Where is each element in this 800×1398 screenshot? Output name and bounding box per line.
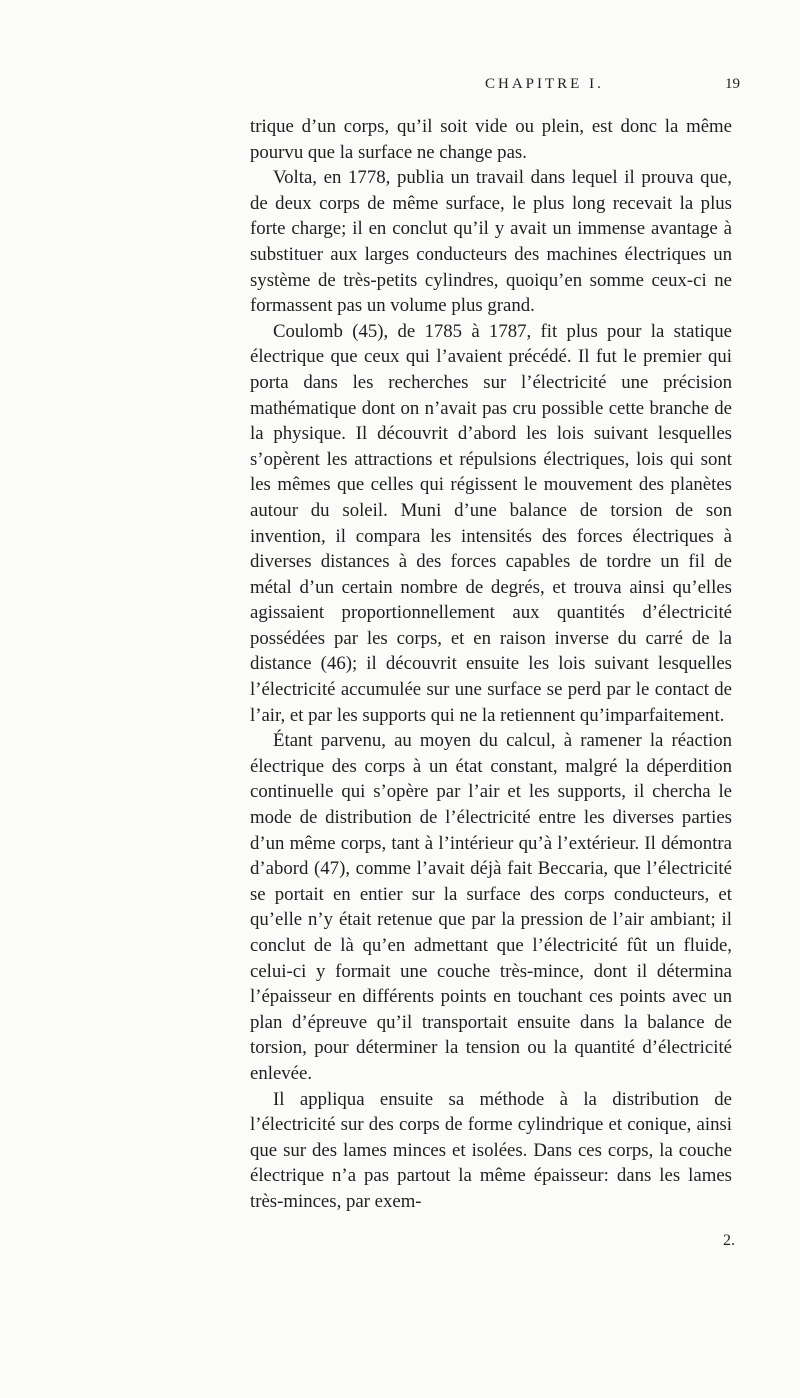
chapter-heading: CHAPITRE I. — [485, 76, 604, 92]
paragraph-continuation: trique d’un corps, qu’il soit vide ou plein, est donc la même pourvu que la surface ne change pas. — [250, 116, 732, 163]
body-text — [250, 114, 732, 1215]
paragraph-distribution: Étant parvenu, au moyen du calcul, à ramener la réaction électrique des corps à un état constant, malgré la déperdition continuelle qui s’opère par l’air et les supports, il chercha le mode de distribution de l’électricité entre les diverses parties d’un même corps, tant à l’intérieur qu’à l’extérieur. Il démontra d’abord (47), comme l’avait déjà fait Beccaria, que l’électricité se portait en entier sur la surface des corps conducteurs, et qu’elle n’y était retenue que par la pression de l’air ambiant; il conclut de là qu’en admettant que l’électricité fût un fluide, celui-ci y formait une couche très-mince, dont il détermina l’épaisseur en différents points en touchant ces points avec un plan d’épreuve qu’il transportait ensuite dans la balance de torsion, pour déterminer la tension ou la quantité d’électricité enlevée. — [250, 730, 732, 1084]
signature-mark: 2. — [723, 1232, 735, 1249]
page-number: 19 — [725, 76, 740, 92]
paragraph-coulomb: Coulomb (45), de 1785 à 1787, fit plus pour la statique électrique que ceux qui l’avaient précédé. Il fut le premier qui porta dans les recherches sur l’électricité une précision mathématique dont on n’avait pas cru possible cette branche de la physique. Il découvrit d’abord les lois suivant lesquelles s’opèrent les attractions et répulsions électriques, lois qui sont les mêmes que celles qui régissent le mouvement des planètes autour du soleil. Muni d’une balance de torsion de son invention, il compara les intensités des forces électriques à diverses distances à des forces capables de tordre un fil de métal d’un certain nombre de degrés, et trouva ainsi qu’elles agissaient proportionnellement aux quantités d’électricité possédées par les corps, et en raison inverse du carré de la distance (46); il découvrit ensuite les lois suivant lesquelles l’électricité accumulée sur une surface se perd par le contact de l’air, et par les supports qui ne la retiennent qu’imparfaitement. — [250, 320, 732, 726]
paragraph-volta: Volta, en 1778, publia un travail dans lequel il prouva que, de deux corps de même surface, le plus long recevait la plus forte charge; il en conclut qu’il y avait un immense avantage à substituer aux larges conducteurs des machines électriques un système de très-petits cylindres, quoiqu’en somme ceux-ci ne formassent pas un volume plus grand. — [250, 167, 732, 317]
paragraph-method: Il appliqua ensuite sa méthode à la distribution de l’électricité sur des corps de forme cylindrique et conique, ainsi que sur des lames minces et isolées. Dans ces corps, la couche électrique n’a pas partout la même épaisseur: dans les lames très-minces, par exem- — [250, 1088, 732, 1212]
running-head — [250, 76, 740, 100]
